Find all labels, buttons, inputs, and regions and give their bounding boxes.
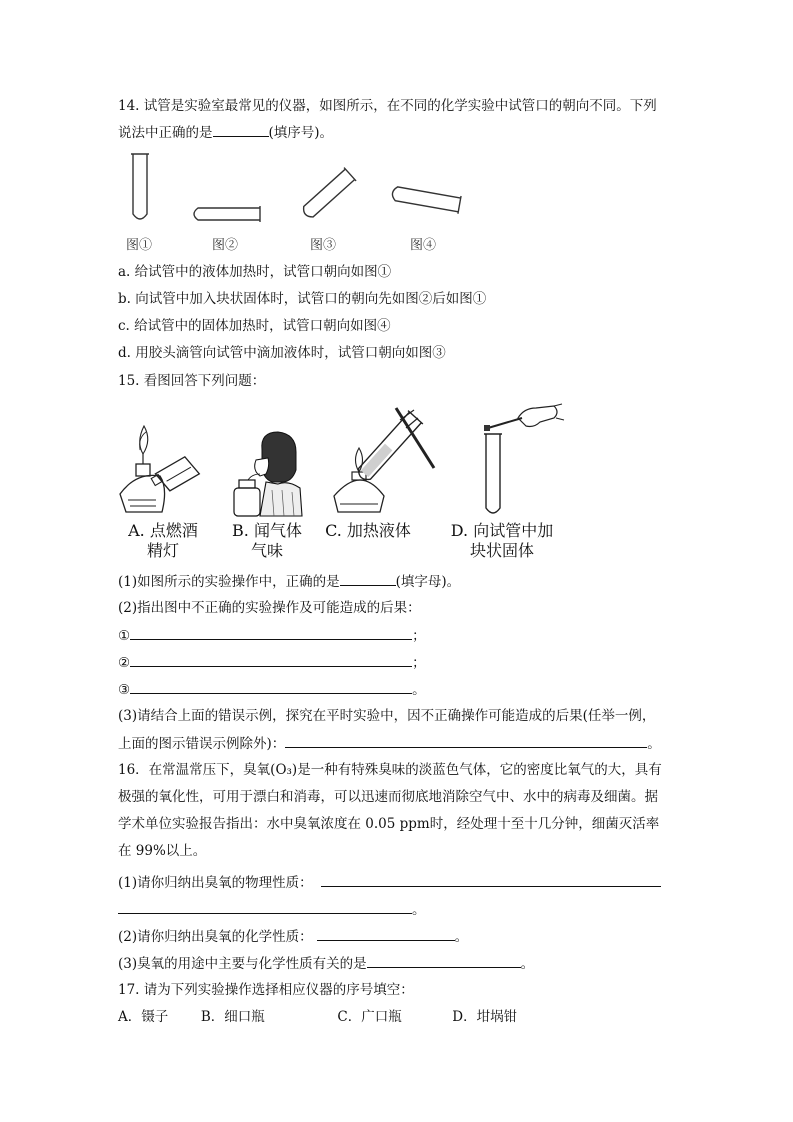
q17-choice-c: C．广口瓶 — [337, 1009, 402, 1025]
lighting-alcohol-lamp-illustration — [116, 420, 200, 520]
q15-part3-blank[interactable] — [285, 733, 647, 748]
q15-caption-b: B. 闻气体 气味 — [232, 521, 302, 560]
q14-option-c: c. 给试管中的固体加热时，试管口朝向如图④ — [118, 318, 391, 334]
q15-caption-a: A. 点燃酒 精灯 — [128, 521, 198, 560]
q17-choices — [118, 1007, 517, 1027]
heating-liquid-illustration — [330, 404, 440, 518]
q16-line-1: 16．在常温常压下，臭氧(O₃)是一种有特殊臭味的淡蓝色气体，它的密度比氧气的大，具有 — [118, 762, 662, 778]
q14-text-line2 — [118, 122, 333, 143]
q15-blank-row-3: ③ 。 — [118, 679, 426, 700]
q15-caption-d: D. 向试管中加 块状固体 — [450, 521, 554, 560]
q14-stem: 说法中正确的是 — [118, 125, 213, 141]
q15-blank-row-1: ① ； — [118, 625, 426, 646]
q16-line-2: 极强的氧化性，可用于漂白和消毒，可以迅速而彻底地消除空气中、水中的病毒及细菌。据 — [118, 789, 658, 805]
q16-line-3: 学术单位实验报告指出：水中臭氧浓度在 0.05 ppm时，经处理十至十几分钟，细菌灭活率 — [118, 816, 660, 832]
q17-choice-b: B．细口瓶 — [200, 1009, 265, 1025]
q14-stem-end: (填序号)。 — [268, 125, 334, 141]
q16-part2: (2)请你归纳出臭氧的化学性质： 。 — [118, 926, 468, 947]
q17-title: 17. 请为下列实验操作选择相应仪器的序号填空： — [118, 982, 414, 998]
q14-answer-blank[interactable] — [213, 122, 269, 137]
q16-part1-blank-2[interactable] — [118, 899, 412, 914]
q16-line-4: 在 99%以上。 — [118, 843, 207, 859]
fig-label-1: 图① — [126, 238, 153, 253]
q17-choice-a: A．镊子 — [118, 1009, 169, 1025]
q15-part3-line1: (3)请结合上面的错误示例，探究在平时实验中，因不正确操作可能造成的后果(任举一例， — [118, 708, 656, 724]
adding-solid-illustration — [478, 404, 564, 518]
q15-blank-1[interactable] — [130, 625, 412, 640]
test-tube-figure-1 — [130, 152, 150, 224]
q15-part3-line2: 上面的图示错误示例除外)： 。 — [118, 733, 661, 754]
q16-part2-blank[interactable] — [317, 926, 455, 941]
fig-label-2: 图② — [212, 238, 239, 253]
q15-part1-blank[interactable] — [340, 571, 396, 586]
q17-choice-d: D．坩埚钳 — [452, 1009, 518, 1025]
q14-text-line1: 14. 试管是实验室最常见的仪器，如图所示，在不同的化学实验中试管口的朝向不同。下列 — [118, 98, 657, 114]
q14-option-d: d. 用胶头滴管向试管中滴加液体时，试管口朝向如图③ — [118, 345, 446, 361]
q16-part3-blank[interactable] — [367, 953, 521, 968]
test-tube-figure-3 — [296, 166, 358, 224]
q14-option-b: b. 向试管中加入块状固体时，试管口的朝向先如图②后如图① — [118, 291, 487, 307]
q15-blank-3[interactable] — [130, 679, 412, 694]
test-tube-figure-4 — [388, 184, 464, 214]
q15-part2: (2)指出图中不正确的实验操作及可能造成的后果： — [118, 600, 421, 616]
smelling-gas-illustration — [226, 430, 302, 518]
q15-title: 15. 看图回答下列问题： — [118, 373, 266, 389]
q14-option-a: a. 给试管中的液体加热时，试管口朝向如图① — [118, 264, 392, 280]
test-tube-figure-2 — [190, 206, 264, 222]
q15-blank-row-2: ② ； — [118, 652, 426, 673]
fig-label-4: 图④ — [410, 238, 437, 253]
q16-part1-blank[interactable] — [321, 872, 661, 887]
q15-part1: (1)如图所示的实验操作中，正确的是 (填字母)。 — [118, 571, 460, 592]
q15-blank-2[interactable] — [130, 652, 412, 667]
q16-part3: (3)臭氧的用途中主要与化学性质有关的是 。 — [118, 953, 534, 974]
fig-label-3: 图③ — [310, 238, 337, 253]
q16-part1-cont: 。 — [118, 899, 426, 920]
q16-part1: (1)请你归纳出臭氧的物理性质： — [118, 872, 661, 893]
q15-caption-c: C. 加热液体 — [325, 521, 411, 540]
